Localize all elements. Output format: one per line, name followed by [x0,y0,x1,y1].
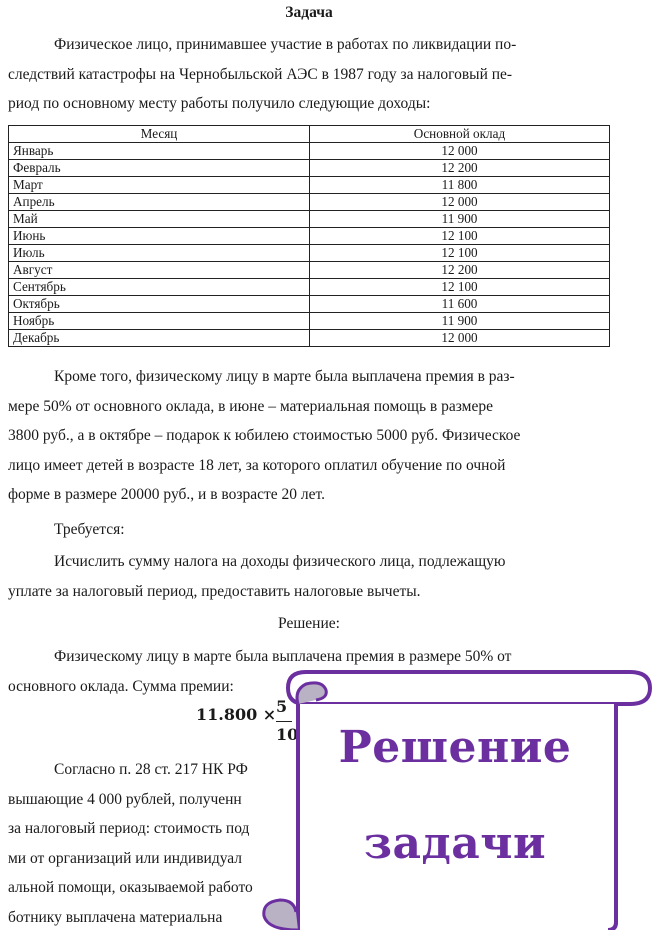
salary-cell: 12 000 [310,330,610,347]
month-cell: Декабрь [9,330,310,347]
table-row [9,330,610,347]
salary-table [8,125,610,347]
salary-cell: 12 000 [310,194,610,211]
text-line: альной помощи, оказываемой работо [8,879,253,897]
banner-title-line2: задачи [363,818,547,869]
fraction-numerator: 5 [276,697,288,716]
column-header-salary: Основной оклад [310,126,610,143]
month-cell: Сентябрь [9,279,310,296]
table-row [9,279,610,296]
scroll-banner [258,664,656,930]
text-line: лицо имеет детей в возрасте 18 лет, за которого оплатил обучение по очной [8,456,506,474]
text-line: вышающие 4 000 рублей, полученн [8,790,242,808]
month-cell: Август [9,262,310,279]
text-line: уплате за налоговый период, предоставить налоговые вычеты. [8,582,421,600]
table-row [9,143,610,160]
table-row [9,228,610,245]
text-line: основного оклада. Сумма премии: [8,677,234,695]
text-line: за налоговый период: стоимость под [8,820,250,838]
salary-cell: 11 900 [310,313,610,330]
text-line: ботнику выплачена материальна [8,908,223,926]
month-cell: Ноябрь [9,313,310,330]
table-row [9,296,610,313]
table-row [9,313,610,330]
salary-cell: 12 200 [310,262,610,279]
table-row [9,211,610,228]
month-cell: Май [9,211,310,228]
solution-heading [8,609,610,639]
month-cell: Март [9,177,310,194]
text-line: мере 50% от основного оклада, в июне – материальная помощь в размере [8,397,493,415]
salary-cell: 12 100 [310,228,610,245]
table-row [9,160,610,177]
page-title: Задача [285,4,333,21]
text-line: Физическому лицу в марте была выплачена премия в размере 50% от [54,648,512,665]
intro-paragraph [8,30,610,119]
text-line: 3800 руб., а в октябре – подарок к юбилею стоимостью 5000 руб. Физическое [8,427,521,445]
salary-cell: 12 200 [310,160,610,177]
scroll-curl-bottom [264,900,298,930]
text-line: следствий катастрофы на Чернобыльской АЭС в 1987 году за налоговый пе- [8,65,513,83]
text-line: Кроме того, физическому лицу в марте была выплачена премия в раз- [54,368,515,385]
table-row [9,245,610,262]
table-header-row [9,126,610,143]
fraction-denominator: 10 [276,725,299,744]
formula-base: 11.800 × [196,705,277,724]
text-line: риод по основному месту работы получило следующие доходы: [8,95,431,113]
salary-cell: 11 900 [310,211,610,228]
salary-cell: 11 600 [310,296,610,313]
month-cell: Июль [9,245,310,262]
salary-cell: 12 000 [310,143,610,160]
table-row [9,262,610,279]
required-label [8,515,610,545]
extra-income-paragraph [8,362,610,510]
month-cell: Октябрь [9,296,310,313]
column-header-month: Месяц [9,126,310,143]
text-line: Согласно п. 28 ст. 217 НК РФ [54,761,248,778]
text-line: Исчислить сумму налога на доходы физического лица, подлежащую [54,553,506,570]
text-line: Решение: [278,615,340,632]
text-line: ми от организаций или индивидуал [8,849,243,867]
salary-cell: 12 100 [310,279,610,296]
salary-cell: 11 800 [310,177,610,194]
salary-cell: 12 100 [310,245,610,262]
month-cell: Июнь [9,228,310,245]
task-paragraph [8,547,610,606]
text-line: Физическое лицо, принимавшее участие в работах по ликвидации по- [54,36,517,53]
month-cell: Февраль [9,160,310,177]
month-cell: Апрель [9,194,310,211]
table-row [9,194,610,211]
text-line: форме в размере 20000 руб., и в возрасте 20 лет. [8,486,325,504]
month-cell: Январь [9,143,310,160]
banner-title-line1: Решение [338,722,572,773]
text-line: Требуется: [54,521,125,538]
table-row [9,177,610,194]
